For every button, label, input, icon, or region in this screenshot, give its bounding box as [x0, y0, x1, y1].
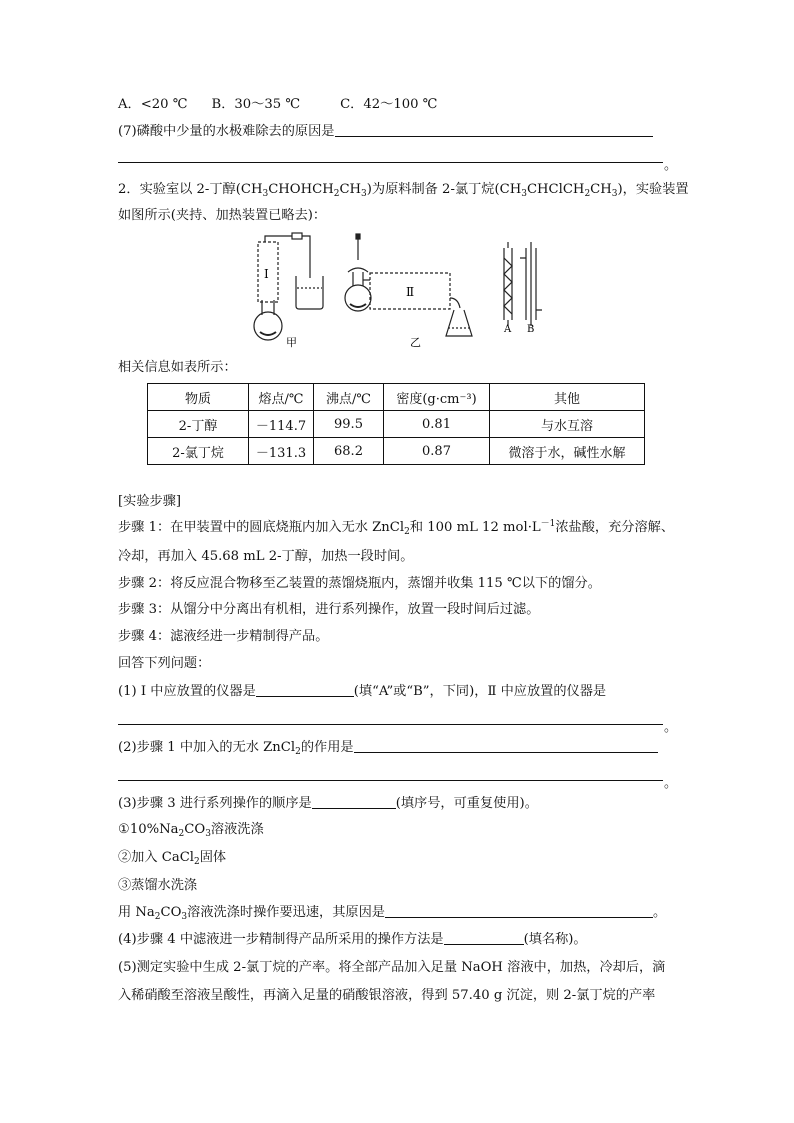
question-3-text: (填序号，可重复使用)。 [395, 796, 538, 811]
period: 。 [664, 158, 678, 173]
answer-line[interactable] [118, 724, 663, 725]
period: 。 [664, 776, 678, 791]
label-B: B [527, 324, 535, 335]
question-3 [118, 794, 538, 814]
table-row [148, 411, 645, 438]
step-2: 步骤 2：将反应混合物移至乙装置的蒸馏烧瓶内，蒸馏并收集 115 ℃以下的馏分。 [118, 576, 601, 591]
intro-text: 2．实验室以 2-丁醇(CH [118, 182, 263, 197]
table-header: 其他 [490, 384, 645, 411]
intro-text: CH [590, 182, 612, 197]
period: 。 [652, 905, 667, 920]
subscript: 3 [205, 829, 211, 839]
question-3-reason-text: CO [160, 905, 182, 920]
question-3-reason [118, 903, 666, 923]
apparatus-diagram [240, 228, 560, 350]
intro-text: CHClCH [526, 182, 585, 197]
answer-blank[interactable] [256, 682, 354, 697]
answer-line[interactable] [118, 162, 663, 163]
label-jia: 甲 [286, 336, 297, 349]
question-4 [118, 930, 587, 950]
superscript: －1 [540, 519, 556, 529]
intro-text: CH [339, 182, 362, 197]
option-1-text: 溶液洗涤 [210, 822, 264, 837]
subscript: 2 [194, 857, 200, 867]
table-cell: 0.81 [384, 411, 490, 438]
option-1-text: CO [184, 822, 206, 837]
table-cell: 2-丁醇 [148, 411, 249, 438]
option-c: C．42～100 ℃ [340, 97, 438, 112]
table-cell: 99.5 [314, 411, 384, 438]
question-7 [118, 122, 653, 142]
answer-intro: 回答下列问题： [118, 656, 211, 671]
intro-text: CHOHCH [268, 182, 334, 197]
step-4: 步骤 4：滤液经进一步精制得产品。 [118, 629, 329, 644]
problem-2-intro-line2: 如图所示(夹持、加热装置已略去)： [118, 208, 327, 223]
option-3: ③蒸馏水洗涤 [118, 878, 198, 893]
answer-line[interactable] [118, 780, 663, 781]
properties-table [147, 383, 645, 465]
label-yi: 乙 [410, 336, 421, 349]
answer-blank[interactable] [385, 903, 653, 918]
step-3: 步骤 3：从馏分中分离出有机相，进行系列操作，放置一段时间后过滤。 [118, 602, 540, 617]
question-3-reason-text: 溶液洗涤时操作要迅速，其原因是 [187, 905, 385, 920]
subscript: 2 [154, 912, 161, 922]
table-header: 密度(g·cm⁻³) [384, 384, 490, 411]
table-cell: 微溶于水，碱性水解 [490, 438, 645, 465]
answer-blank[interactable] [354, 738, 658, 753]
subscript: 2 [295, 747, 301, 757]
label-A: A [504, 324, 512, 335]
question-4-text: (填名称)。 [523, 932, 587, 947]
question-2 [118, 738, 658, 758]
question-1-text: (1) Ⅰ 中应放置的仪器是 [118, 684, 256, 699]
question-3-reason-text: 用 Na [118, 905, 155, 920]
table-header: 沸点/℃ [314, 384, 384, 411]
table-cell: 0.87 [384, 438, 490, 465]
subscript: 2 [178, 829, 185, 839]
table-cell: 68.2 [314, 438, 384, 465]
step-1-line2: 冷却，再加入 45.68 mL 2-丁醇，加热一段时间。 [118, 549, 414, 564]
table-header: 物质 [148, 384, 249, 411]
steps-heading: [实验步骤] [118, 494, 182, 509]
option-a: A．<20 ℃ [118, 97, 188, 112]
option-2-text: ②加入 CaCl [118, 850, 195, 865]
question-5-line2: 入稀硝酸至溶液呈酸性，再滴入足量的硝酸银溶液，得到 57.40 g 沉淀，则 2-氯丁烷的产率 [118, 988, 656, 1003]
step-1 [118, 518, 674, 538]
instrument-b [520, 242, 542, 326]
table-cell: －131.3 [249, 438, 314, 465]
option-line [118, 95, 437, 115]
label-II: Ⅱ [406, 285, 415, 299]
table-header: 熔点/℃ [249, 384, 314, 411]
question-2-text: (2)步骤 1 中加入的无水 ZnCl [118, 740, 296, 755]
question-2-text: 的作用是 [300, 740, 354, 755]
table-cell: －114.7 [249, 411, 314, 438]
answer-blank[interactable] [335, 122, 653, 137]
subscript: 3 [521, 189, 527, 199]
subscript: 3 [181, 912, 188, 922]
question-1-text: (填“A”或“B”，下同)，Ⅱ 中应放置的仪器是 [353, 684, 607, 699]
step-1-text: 步骤 1：在甲装置中的圆底烧瓶内加入无水 ZnCl [118, 520, 405, 535]
subscript: 2 [404, 527, 410, 537]
answer-blank[interactable] [444, 930, 524, 945]
subscript: 2 [333, 189, 340, 199]
subscript: 2 [584, 189, 591, 199]
option-1-text: ①10%Na [118, 822, 179, 837]
subscript: 3 [361, 189, 367, 199]
option-b: B．30～35 ℃ [211, 97, 301, 112]
option-1 [118, 820, 264, 840]
table-cell: 2-氯丁烷 [148, 438, 249, 465]
problem-2-intro [118, 180, 689, 200]
question-7-text: (7)磷酸中少量的水极难除去的原因是 [118, 124, 335, 139]
period: 。 [664, 720, 678, 735]
table-cell: 与水互溶 [490, 411, 645, 438]
apparatus-jia [254, 233, 323, 340]
step-1-text: 和 100 mL 12 mol·L [409, 520, 541, 535]
intro-text: )，实验装置 [617, 182, 689, 197]
question-3-text: (3)步骤 3 进行系列操作的顺序是 [118, 796, 312, 811]
instrument-a [504, 242, 512, 326]
question-5-line1: (5)测定实验中生成 2-氯丁烷的产率。将全部产品加入足量 NaOH 溶液中，加热，冷却后，滴 [118, 960, 666, 975]
question-4-text: (4)步骤 4 中滤液进一步精制得产品所采用的操作方法是 [118, 932, 444, 947]
question-1 [118, 682, 606, 702]
intro-text: )为原料制备 2-氯丁烷(CH [366, 182, 522, 197]
subscript: 3 [262, 189, 269, 199]
option-2-text: 固体 [199, 850, 227, 865]
option-2 [118, 848, 226, 868]
step-1-text: 浓盐酸，充分溶解、 [555, 520, 675, 535]
table-header-row [148, 384, 645, 411]
label-I: Ⅰ [264, 267, 269, 281]
table-intro: 相关信息如表所示： [118, 360, 237, 375]
table-row [148, 438, 645, 465]
answer-blank[interactable] [312, 794, 396, 809]
subscript: 3 [611, 189, 618, 199]
